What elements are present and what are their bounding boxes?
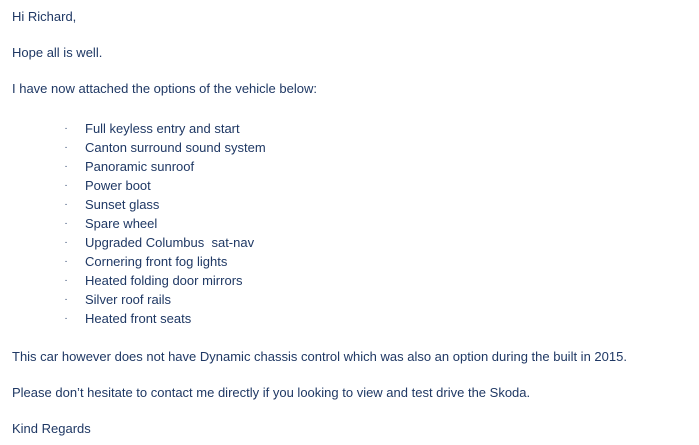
option-label: Silver roof rails [85,292,171,307]
list-item [12,121,692,140]
signoff: Kind Regards [12,421,91,436]
intro-line: I have now attached the options of the vehicle below: [12,81,317,96]
bullet-icon: · [64,294,68,305]
bullet-icon: · [64,313,68,324]
vehicle-options-list [12,121,692,330]
spacer [12,365,692,385]
bullet-icon: · [64,161,68,172]
email-body [12,9,692,437]
bullet-icon: · [64,123,68,134]
option-label: Heated folding door mirrors [85,273,243,288]
spacer [12,61,692,81]
spacer [12,97,692,121]
option-label: Cornering front fog lights [85,254,228,269]
bullet-icon: · [64,142,68,153]
list-item [12,311,692,330]
bullet-icon: · [64,199,68,210]
option-label: Sunset glass [85,197,160,212]
list-item [12,178,692,197]
note-line: This car however does not have Dynamic chassis control which was also an option during the built in 2015. [12,349,627,364]
option-label: Panoramic sunroof [85,159,195,174]
list-item [12,197,692,216]
bullet-icon: · [64,237,68,248]
list-item [12,273,692,292]
option-label: Full keyless entry and start [85,121,240,136]
spacer [12,330,692,349]
bullet-icon: · [64,275,68,286]
bullet-icon: · [64,180,68,191]
list-item [12,292,692,311]
option-label: Canton surround sound system [85,140,266,155]
option-label: Heated front seats [85,311,192,326]
list-item [12,140,692,159]
spacer [12,25,692,45]
option-label: Power boot [85,178,151,193]
bullet-icon: · [64,218,68,229]
closing-request: Please don’t hesitate to contact me directly if you looking to view and test drive the Skoda. [12,385,531,400]
option-label: Upgraded Columbus sat-nav [85,235,255,250]
list-item [12,216,692,235]
greeting: Hi Richard, [12,9,77,24]
option-label: Spare wheel [85,216,158,231]
opening-line: Hope all is well. [12,45,103,60]
spacer [12,401,692,421]
list-item [12,254,692,273]
bullet-icon: · [64,256,68,267]
list-item [12,235,692,254]
list-item [12,159,692,178]
